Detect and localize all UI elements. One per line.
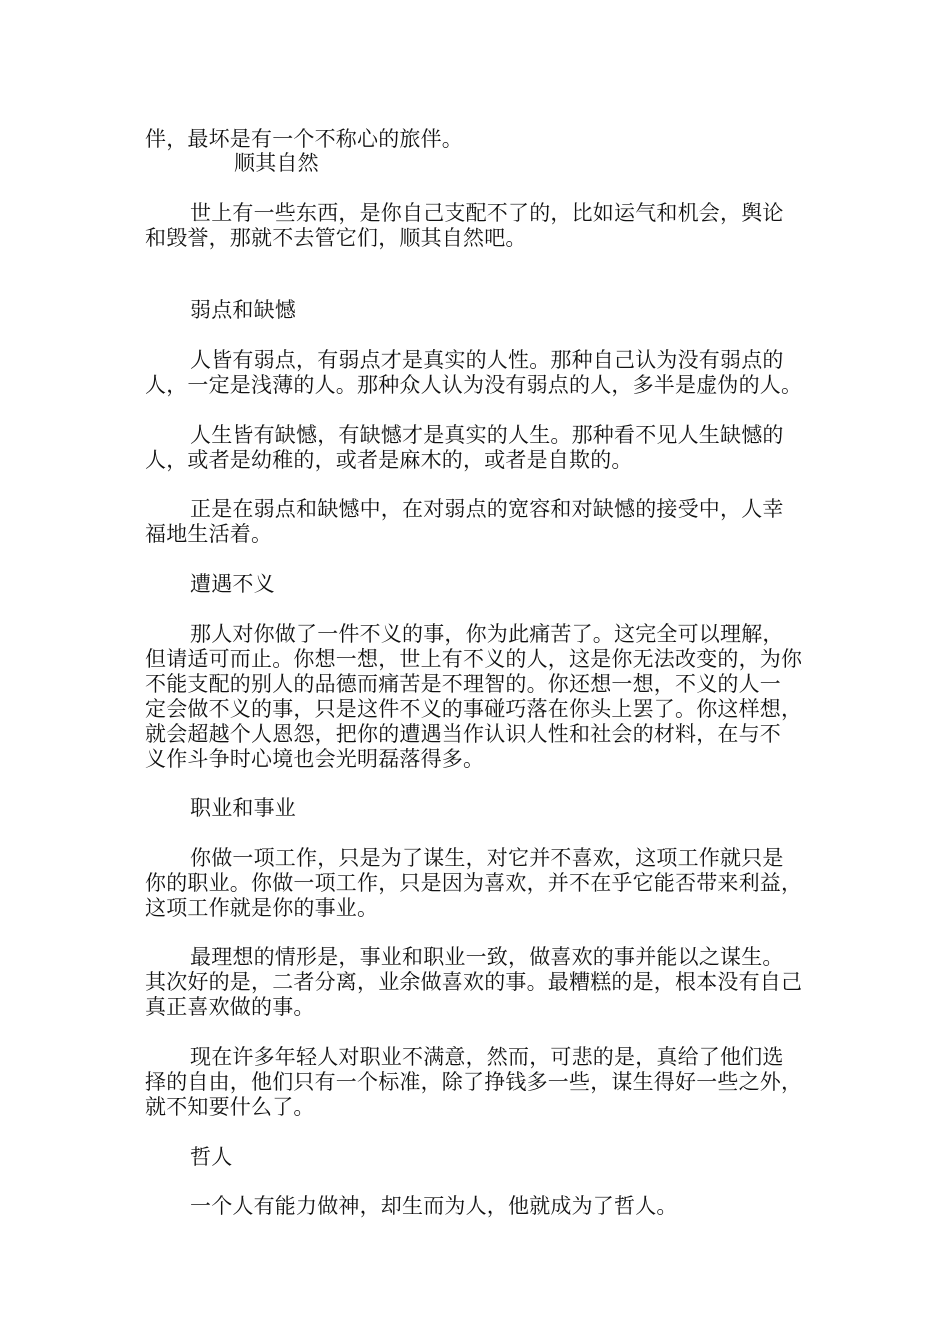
- section-heading: 顺其自然: [234, 151, 319, 175]
- paragraph-line: 但请适可而止。你想一想，世上有不义的人，这是你无法改变的，为你: [145, 647, 803, 671]
- paragraph-line: 其次好的是，二者分离，业余做喜欢的事。最糟糕的是，根本没有自己: [145, 970, 803, 994]
- paragraph-line: 和毁誉，那就不去管它们，顺其自然吧。: [145, 226, 527, 250]
- paragraph-line: 现在许多年轻人对职业不满意，然而，可悲的是，真给了他们选: [190, 1045, 784, 1069]
- paragraph-line: 这项工作就是你的事业。: [145, 896, 379, 920]
- section-heading: 哲人: [190, 1145, 233, 1169]
- paragraph-line: 你的职业。你做一项工作，只是因为喜欢，并不在乎它能否带来利益，: [145, 871, 803, 895]
- paragraph-line: 人皆有弱点，有弱点才是真实的人性。那种自己认为没有弱点的: [190, 348, 784, 372]
- paragraph-line: 一个人有能力做神，却生而为人，他就成为了哲人。: [190, 1194, 678, 1218]
- paragraph-line: 择的自由，他们只有一个标准，除了挣钱多一些，谋生得好一些之外，: [145, 1070, 803, 1094]
- paragraph-line: 你做一项工作，只是为了谋生，对它并不喜欢，这项工作就只是: [190, 846, 784, 870]
- paragraph-line: 正是在弱点和缺憾中，在对弱点的宽容和对缺憾的接受中，人幸: [190, 497, 784, 521]
- paragraph-line: 不能支配的别人的品德而痛苦是不理智的。你还想一想，不义的人一: [145, 672, 781, 696]
- paragraph-line: 世上有一些东西，是你自己支配不了的，比如运气和机会，舆论: [190, 201, 784, 225]
- paragraph-line: 人，或者是幼稚的，或者是麻木的，或者是自欺的。: [145, 448, 633, 472]
- paragraph-line: 真正喜欢做的事。: [145, 995, 315, 1019]
- intro-tail-line: 伴，最坏是有一个不称心的旅伴。: [145, 127, 463, 151]
- paragraph-line: 人，一定是浅薄的人。那种众人认为没有弱点的人，多半是虚伪的人。: [145, 373, 803, 397]
- paragraph-line: 那人对你做了一件不义的事，你为此痛苦了。这完全可以理解，: [190, 622, 784, 646]
- paragraph-line: 定会做不义的事，只是这件不义的事碰巧落在你头上罢了。你这样想，: [145, 697, 803, 721]
- section-heading: 弱点和缺憾: [190, 298, 296, 322]
- section-heading: 职业和事业: [190, 796, 296, 820]
- paragraph-line: 福地生活着。: [145, 522, 273, 546]
- paragraph-line: 人生皆有缺憾，有缺憾才是真实的人生。那种看不见人生缺憾的: [190, 423, 784, 447]
- paragraph-line: 义作斗争时心境也会光明磊落得多。: [145, 747, 485, 771]
- paragraph-line: 就会超越个人恩怨，把你的遭遇当作认识人性和社会的材料，在与不: [145, 722, 781, 746]
- paragraph-line: 最理想的情形是，事业和职业一致，做喜欢的事并能以之谋生。: [190, 945, 784, 969]
- paragraph-line: 就不知要什么了。: [145, 1095, 315, 1119]
- section-heading: 遭遇不义: [190, 572, 275, 596]
